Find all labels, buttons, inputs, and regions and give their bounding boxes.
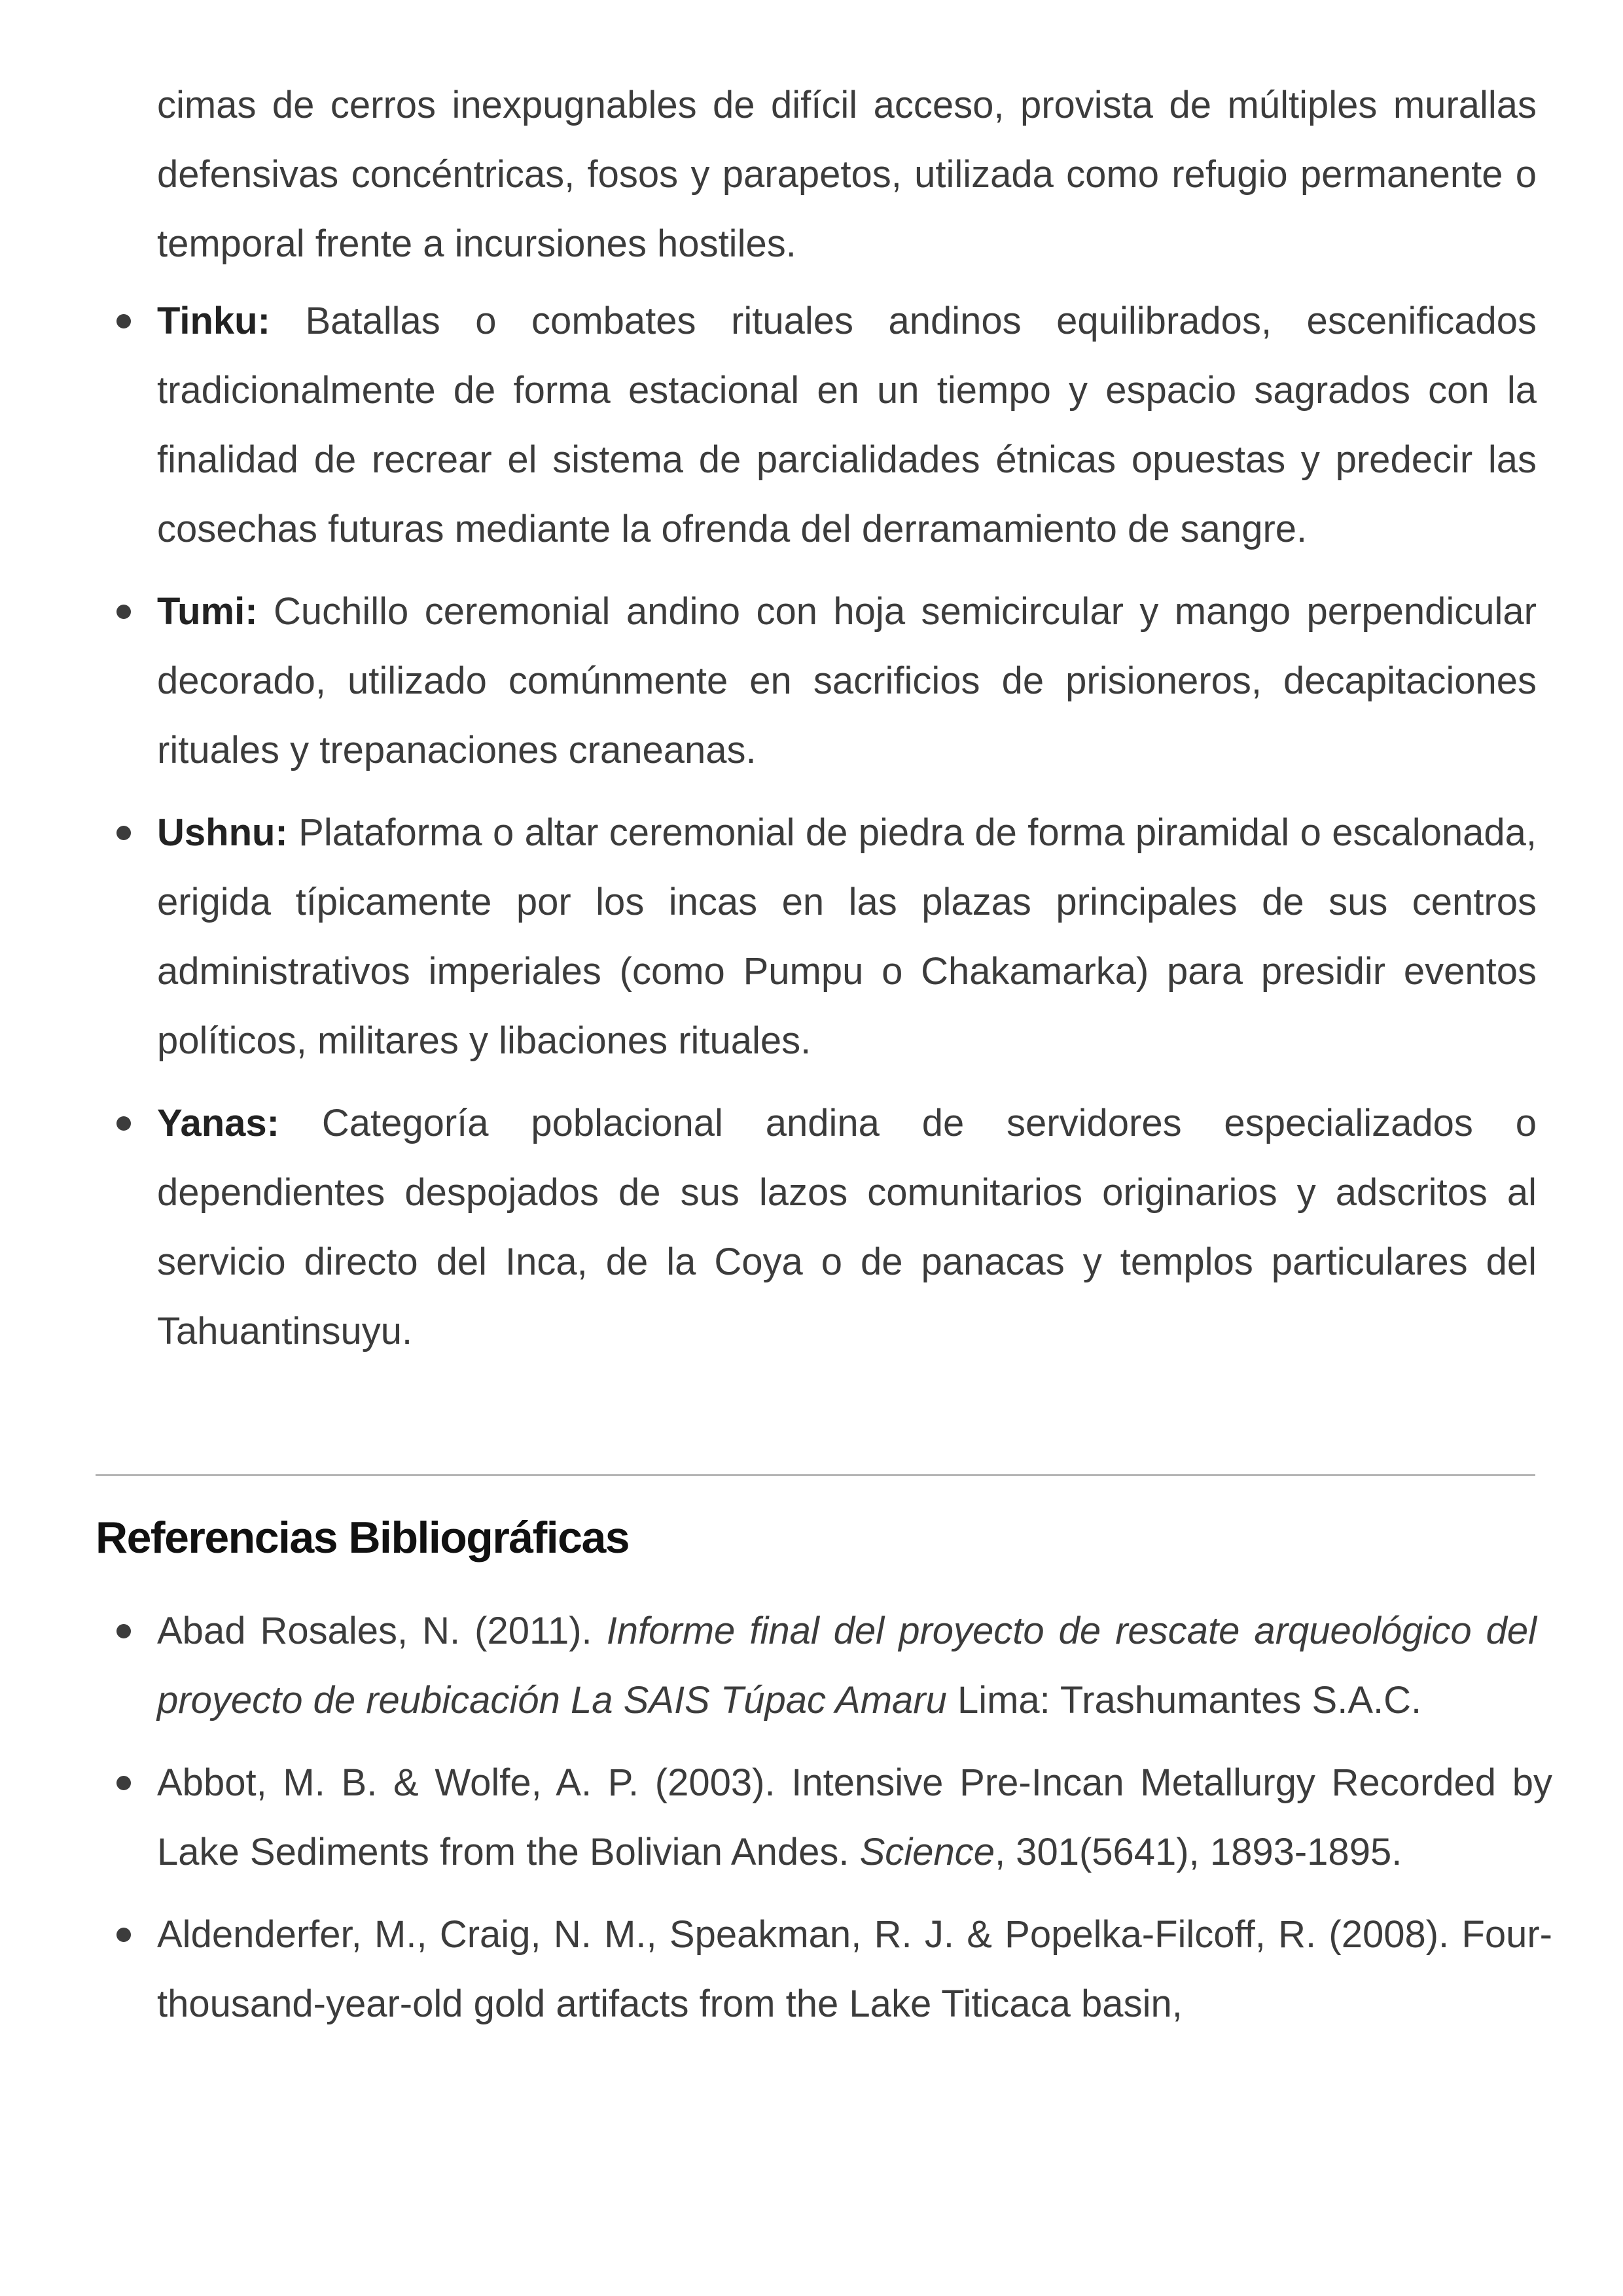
reference-publication: Lima: Trashumantes S.A.C. (946, 1679, 1422, 1722)
reference-authors: Aldenderfer, M., Craig, N. M., Speakman, R. J. & Popelka-Filcoff, R. (2008). Four-thousand-year-old gold artifacts from the Lake Titicaca basin, (157, 1913, 1552, 2025)
glossary-definition: Plataforma o altar ceremonial de piedra de forma piramidal o escalonada, erigida típicamente por los incas en las plazas principales de sus centros administrativos imperiales (como Pumpu o Chakamarka) para presidir eventos políticos, militares y libaciones rituales. (157, 811, 1537, 1062)
bullet-icon (116, 1928, 131, 1942)
glossary-continuation-text: cimas de cerros inexpugnables de difícil acceso, provista de múltiples murallas defensivas concéntricas, fosos y parapetos, utilizada como refugio permanente o temporal frente a incursiones hostiles. (157, 84, 1537, 265)
bullet-icon (116, 1776, 131, 1790)
reference-publication: , 301(5641), 1893-1895. (994, 1831, 1402, 1873)
references-heading: Referencias Bibliográficas (96, 1513, 630, 1563)
glossary-item-tinku (0, 287, 1537, 564)
reference-item (0, 1748, 1552, 1887)
reference-title: Informe final del proyecto de rescate arqueológico del proyecto de reubicación La SAIS Túpac Amaru (157, 1610, 1537, 1722)
bullet-icon (116, 1116, 131, 1131)
reference-authors: Abbot, M. B. & Wolfe, A. P. (2003). Intensive Pre-Incan Metallurgy Recorded by Lake Sediments from the Bolivian Andes. (157, 1761, 1552, 1873)
glossary-item-ushnu (0, 798, 1537, 1076)
reference-journal: Science (859, 1831, 995, 1873)
glossary-definition: Categoría poblacional andina de servidores especializados o dependientes despojados de sus lazos comunitarios originarios y adscritos al servicio directo del Inca, de la Coya o de panacas y templos particulares del Tahuantinsuyu. (157, 1102, 1537, 1352)
glossary-definition: Cuchillo ceremonial andino con hoja semicircular y mango perpendicular decorado, utilizado comúnmente en sacrificios de prisioneros, decapitaciones rituales y trepanaciones craneanas. (157, 590, 1537, 771)
glossary-term: Yanas: (157, 1102, 279, 1144)
glossary-term: Ushnu: (157, 811, 288, 854)
reference-item (0, 1900, 1552, 2039)
glossary-list (0, 287, 1623, 1379)
glossary-item-tumi (0, 577, 1537, 785)
glossary-definition: Batallas o combates rituales andinos equilibrados, escenificados tradicionalmente de forma estacional en un tiempo y espacio sagrados con la finalidad de recrear el sistema de parcialidades étnicas opuestas y predecir las cosechas futuras mediante la ofrenda del derramamiento de sangre. (157, 300, 1537, 550)
bullet-icon (116, 1624, 131, 1638)
bullet-icon (116, 826, 131, 840)
glossary-term: Tumi: (157, 590, 258, 633)
glossary-item-yanas (0, 1089, 1537, 1366)
section-divider (96, 1474, 1535, 1476)
reference-authors: Abad Rosales, N. (2011). (157, 1610, 592, 1652)
bullet-icon (116, 314, 131, 328)
glossary-term: Tinku: (157, 300, 270, 342)
reference-item (0, 1597, 1537, 1735)
references-list (0, 1597, 1623, 2052)
bullet-icon (116, 605, 131, 619)
